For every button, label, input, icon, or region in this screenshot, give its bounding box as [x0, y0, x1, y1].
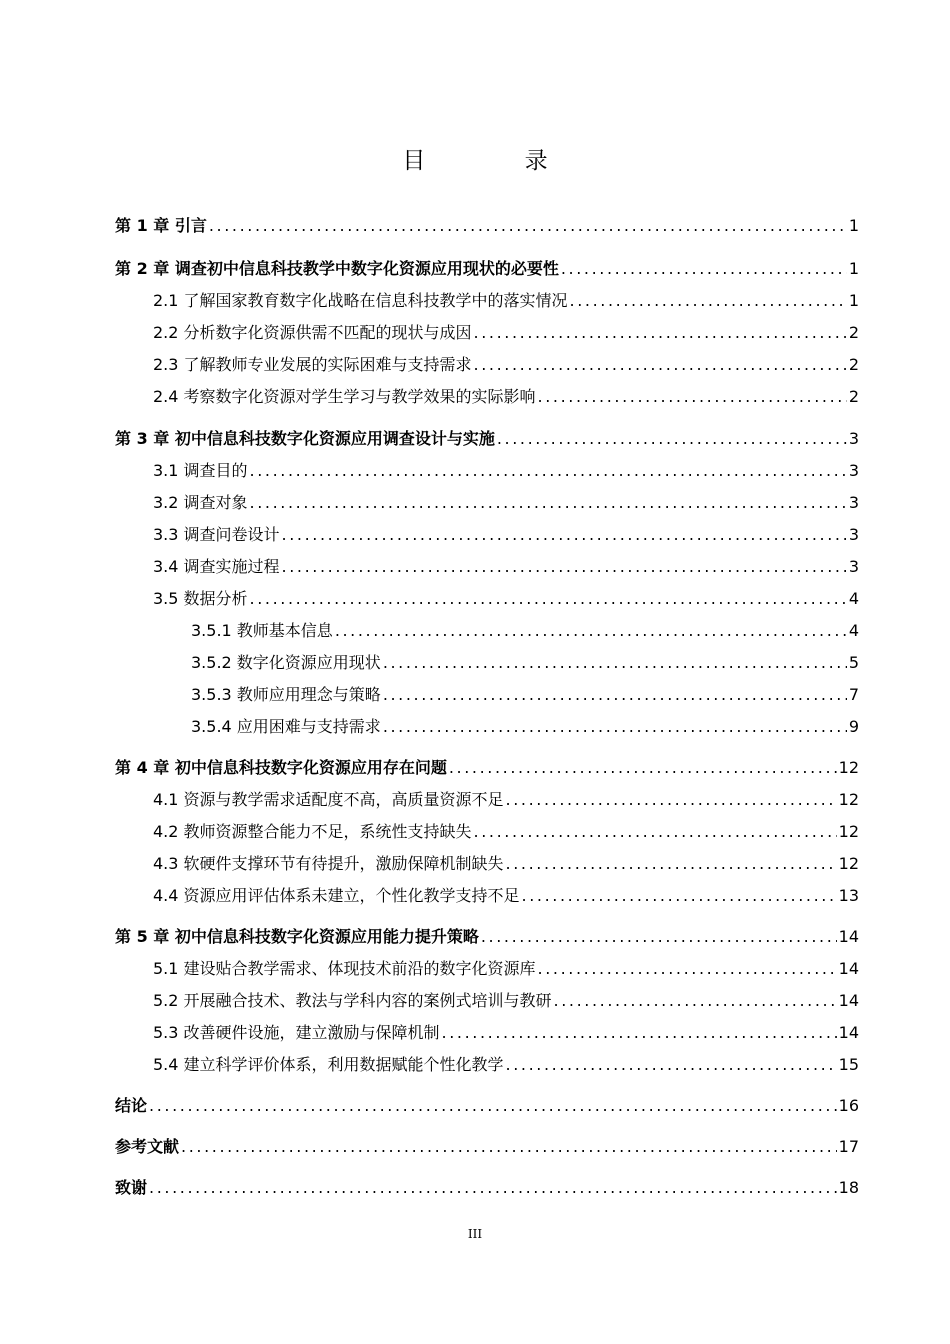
toc-entry-title: 结论	[115, 1096, 148, 1115]
toc-entry-page: 3	[848, 493, 859, 512]
toc-entry-page: 2	[848, 355, 859, 374]
toc-entry[interactable]	[153, 1049, 859, 1075]
toc-entry-page: 12	[838, 822, 859, 841]
toc-entry-title: 3.5.3 教师应用理念与策略	[191, 685, 381, 704]
toc-entry[interactable]	[191, 711, 859, 737]
page-title: 目 录	[402, 148, 594, 174]
toc-entry-page: 1	[848, 216, 859, 235]
toc-entry-title: 3.2 调查对象	[153, 493, 248, 512]
dot-leader	[506, 1055, 837, 1075]
dot-leader	[522, 886, 837, 906]
dot-leader	[149, 1096, 837, 1116]
toc-entry-page: 3	[848, 429, 859, 448]
toc-entry[interactable]	[115, 1090, 859, 1116]
dot-leader	[383, 717, 847, 737]
toc-entry[interactable]	[153, 487, 859, 513]
toc-entry[interactable]	[153, 551, 859, 577]
dot-leader	[383, 685, 847, 705]
toc-entry-page: 1	[848, 259, 859, 278]
dot-leader	[449, 758, 837, 778]
toc-entry-title: 3.5.4 应用困难与支持需求	[191, 717, 381, 736]
toc-entry-page: 12	[838, 758, 859, 777]
toc-entry-page: 12	[838, 854, 859, 873]
toc-entry[interactable]	[153, 349, 859, 375]
toc-entry-title: 第 4 章 初中信息科技数字化资源应用存在问题	[115, 758, 447, 777]
toc-entry-title: 第 2 章 调查初中信息科技教学中数字化资源应用现状的必要性	[115, 259, 559, 278]
toc-entry-page: 18	[838, 1178, 859, 1197]
toc-entry[interactable]	[153, 285, 859, 311]
toc-entry-page: 3	[848, 461, 859, 480]
dot-leader	[250, 493, 847, 513]
toc-entry[interactable]	[191, 647, 859, 673]
toc-entry[interactable]	[191, 679, 859, 705]
toc-entry-title: 4.1 资源与教学需求适配度不高，高质量资源不足	[153, 790, 504, 809]
toc-entry[interactable]	[153, 784, 859, 810]
toc-entry[interactable]	[115, 423, 859, 449]
dot-leader	[570, 291, 847, 311]
toc-entry-page: 14	[838, 991, 859, 1010]
dot-leader	[506, 790, 837, 810]
dot-leader	[497, 429, 847, 449]
toc-entry-title: 第 5 章 初中信息科技数字化资源应用能力提升策略	[115, 927, 479, 946]
toc-entry-page: 13	[838, 886, 859, 905]
toc-entry-page: 17	[838, 1137, 859, 1156]
toc-entry[interactable]	[115, 253, 859, 279]
dot-leader	[149, 1178, 837, 1198]
toc-entry[interactable]	[115, 1172, 859, 1198]
toc-entry[interactable]	[115, 752, 859, 778]
toc-entry-title: 3.1 调查目的	[153, 461, 248, 480]
toc-entry[interactable]	[115, 1131, 859, 1157]
toc-entry-page: 16	[838, 1096, 859, 1115]
toc-entry[interactable]	[153, 317, 859, 343]
toc-entry[interactable]	[153, 455, 859, 481]
toc-entry-page: 4	[848, 589, 859, 608]
dot-leader	[250, 461, 847, 481]
toc-entry-title: 3.3 调查问卷设计	[153, 525, 280, 544]
dot-leader	[474, 822, 837, 842]
toc-entry-page: 14	[838, 927, 859, 946]
toc-entry-title: 第 3 章 初中信息科技数字化资源应用调查设计与实施	[115, 429, 495, 448]
toc-entry[interactable]	[191, 615, 859, 641]
toc-entry-title: 4.2 教师资源整合能力不足，系统性支持缺失	[153, 822, 472, 841]
dot-leader	[250, 589, 847, 609]
toc-entry[interactable]	[153, 816, 859, 842]
dot-leader	[474, 323, 847, 343]
toc-entry[interactable]	[153, 381, 859, 407]
dot-leader	[282, 557, 847, 577]
dot-leader	[481, 927, 837, 947]
toc-entry[interactable]	[115, 210, 859, 236]
toc-entry[interactable]	[153, 583, 859, 609]
toc-entry-title: 3.5.1 教师基本信息	[191, 621, 333, 640]
toc-entry-title: 致谢	[115, 1178, 148, 1197]
toc-entry-page: 12	[838, 790, 859, 809]
toc-entry[interactable]	[153, 848, 859, 874]
dot-leader	[442, 1023, 837, 1043]
dot-leader	[282, 525, 847, 545]
toc-entry-page: 14	[838, 959, 859, 978]
toc-entry-page: 15	[838, 1055, 859, 1074]
toc-entry-title: 4.4 资源应用评估体系未建立，个性化教学支持不足	[153, 886, 520, 905]
toc-entry-title: 2.1 了解国家教育数字化战略在信息科技教学中的落实情况	[153, 291, 568, 310]
toc-entry-title: 5.4 建立科学评价体系，利用数据赋能个性化教学	[153, 1055, 504, 1074]
toc-entry[interactable]	[153, 519, 859, 545]
dot-leader	[538, 387, 847, 407]
toc-entry-title: 3.4 调查实施过程	[153, 557, 280, 576]
dot-leader	[554, 991, 837, 1011]
page-number: III	[467, 1227, 483, 1241]
toc-entry[interactable]	[153, 985, 859, 1011]
dot-leader	[209, 216, 847, 236]
toc-entry-page: 5	[848, 653, 859, 672]
toc-entry[interactable]	[153, 1017, 859, 1043]
toc-entry-title: 2.4 考察数字化资源对学生学习与教学效果的实际影响	[153, 387, 536, 406]
toc-entry-page: 2	[848, 387, 859, 406]
toc-entry-title: 2.2 分析数字化资源供需不匹配的现状与成因	[153, 323, 472, 342]
dot-leader	[561, 259, 847, 279]
toc-entry-page: 3	[848, 557, 859, 576]
dot-leader	[181, 1137, 837, 1157]
toc-entry-title: 4.3 软硬件支撑环节有待提升，激励保障机制缺失	[153, 854, 504, 873]
toc-entry-title: 第 1 章 引言	[115, 216, 207, 235]
dot-leader	[538, 959, 837, 979]
toc-entry[interactable]	[153, 880, 859, 906]
toc-entry-page: 2	[848, 323, 859, 342]
toc-entry-page: 4	[848, 621, 859, 640]
dot-leader	[506, 854, 837, 874]
toc-entry[interactable]	[153, 953, 859, 979]
dot-leader	[335, 621, 847, 641]
toc-entry-title: 5.3 改善硬件设施，建立激励与保障机制	[153, 1023, 440, 1042]
toc-entry-page: 9	[848, 717, 859, 736]
toc-entry-title: 5.1 建设贴合教学需求、体现技术前沿的数字化资源库	[153, 959, 536, 978]
toc-entry-title: 3.5 数据分析	[153, 589, 248, 608]
toc-entry-title: 2.3 了解教师专业发展的实际困难与支持需求	[153, 355, 472, 374]
toc-entry-title: 3.5.2 数字化资源应用现状	[191, 653, 381, 672]
toc-entry-page: 7	[848, 685, 859, 704]
toc-entry-title: 5.2 开展融合技术、教法与学科内容的案例式培训与教研	[153, 991, 552, 1010]
toc-entry-page: 1	[848, 291, 859, 310]
toc-entry-page: 3	[848, 525, 859, 544]
dot-leader	[383, 653, 847, 673]
toc-entry-title: 参考文献	[115, 1137, 180, 1156]
toc-entry-page: 14	[838, 1023, 859, 1042]
dot-leader	[474, 355, 847, 375]
toc-entry[interactable]	[115, 921, 859, 947]
